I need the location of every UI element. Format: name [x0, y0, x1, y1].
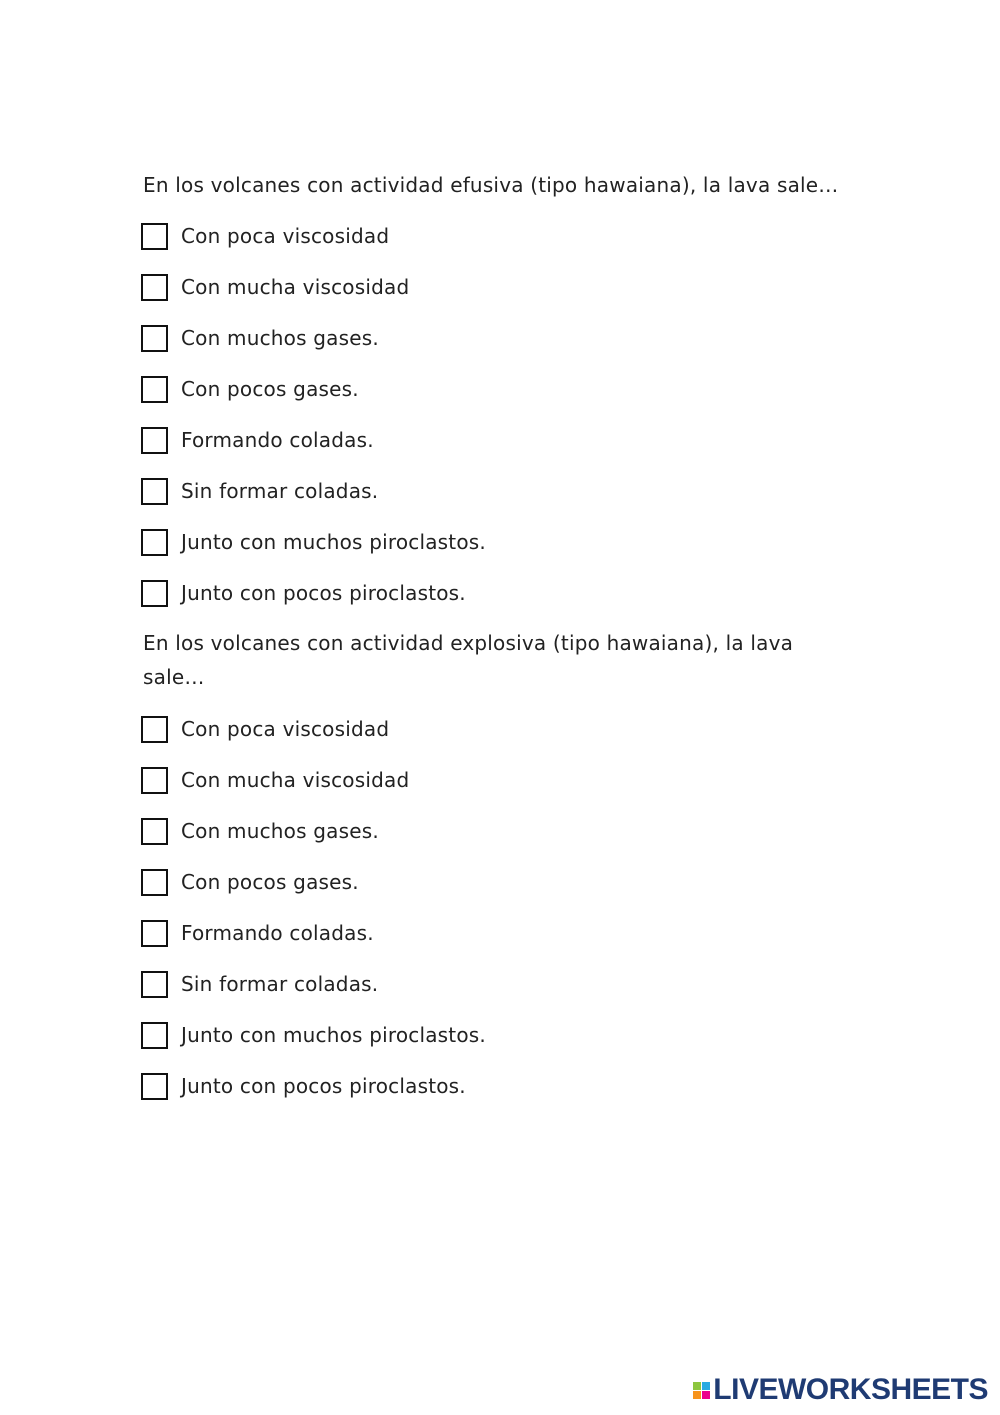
option-2-3[interactable]: [141, 816, 379, 846]
option-2-6[interactable]: [141, 969, 378, 999]
checkbox-icon[interactable]: [141, 767, 168, 794]
option-label: Formando coladas.: [181, 428, 374, 452]
checkbox-icon[interactable]: [141, 376, 168, 403]
option-label: Con mucha viscosidad: [181, 768, 410, 792]
option-1-2[interactable]: [141, 272, 409, 302]
option-label: Junto con muchos piroclastos.: [181, 1023, 486, 1047]
logo-square: [693, 1391, 701, 1399]
checkbox-icon[interactable]: [141, 580, 168, 607]
checkbox-icon[interactable]: [141, 869, 168, 896]
checkbox-icon[interactable]: [141, 1022, 168, 1049]
option-1-4[interactable]: [141, 374, 359, 404]
liveworksheets-brand: [693, 1373, 988, 1407]
checkbox-icon[interactable]: [141, 716, 168, 743]
checkbox-icon[interactable]: [141, 971, 168, 998]
option-2-2[interactable]: [141, 765, 409, 795]
option-2-1[interactable]: [141, 714, 389, 744]
option-1-1[interactable]: [141, 221, 389, 251]
option-2-7[interactable]: [141, 1020, 486, 1050]
logo-square: [702, 1391, 710, 1399]
liveworksheets-logo-icon: [693, 1382, 710, 1399]
checkbox-icon[interactable]: [141, 529, 168, 556]
option-label: Con pocos gases.: [181, 377, 359, 401]
option-label: Con muchos gases.: [181, 326, 379, 350]
checkbox-icon[interactable]: [141, 223, 168, 250]
option-2-4[interactable]: [141, 867, 359, 897]
option-1-8[interactable]: [141, 578, 466, 608]
checkbox-icon[interactable]: [141, 920, 168, 947]
option-label: Junto con pocos piroclastos.: [181, 581, 466, 605]
checkbox-icon[interactable]: [141, 478, 168, 505]
option-2-5[interactable]: [141, 918, 374, 948]
option-label: Sin formar coladas.: [181, 479, 379, 503]
logo-square: [702, 1382, 710, 1390]
option-1-7[interactable]: [141, 527, 486, 557]
question-2-text: En los volcanes con actividad explosiva (tipo hawaiana), la lava sale…: [143, 631, 794, 689]
option-2-8[interactable]: [141, 1071, 466, 1101]
option-label: Con muchos gases.: [181, 819, 379, 843]
checkbox-icon[interactable]: [141, 427, 168, 454]
brand-text: LIVEWORKSHEETS: [713, 1373, 988, 1406]
option-label: Con poca viscosidad: [181, 224, 390, 248]
option-label: Con mucha viscosidad: [181, 275, 410, 299]
checkbox-icon[interactable]: [141, 818, 168, 845]
option-1-3[interactable]: [141, 323, 379, 353]
checkbox-icon[interactable]: [141, 274, 168, 301]
logo-square: [693, 1382, 701, 1390]
option-1-6[interactable]: [141, 476, 378, 506]
option-label: Junto con muchos piroclastos.: [181, 530, 486, 554]
option-label: Con pocos gases.: [181, 870, 359, 894]
option-label: Formando coladas.: [181, 921, 374, 945]
checkbox-icon[interactable]: [141, 325, 168, 352]
option-label: Sin formar coladas.: [181, 972, 379, 996]
option-1-5[interactable]: [141, 425, 374, 455]
question-1-text: En los volcanes con actividad efusiva (tipo hawaiana), la lava sale…: [143, 173, 839, 197]
option-label: Junto con pocos piroclastos.: [181, 1074, 466, 1098]
option-label: Con poca viscosidad: [181, 717, 390, 741]
checkbox-icon[interactable]: [141, 1073, 168, 1100]
